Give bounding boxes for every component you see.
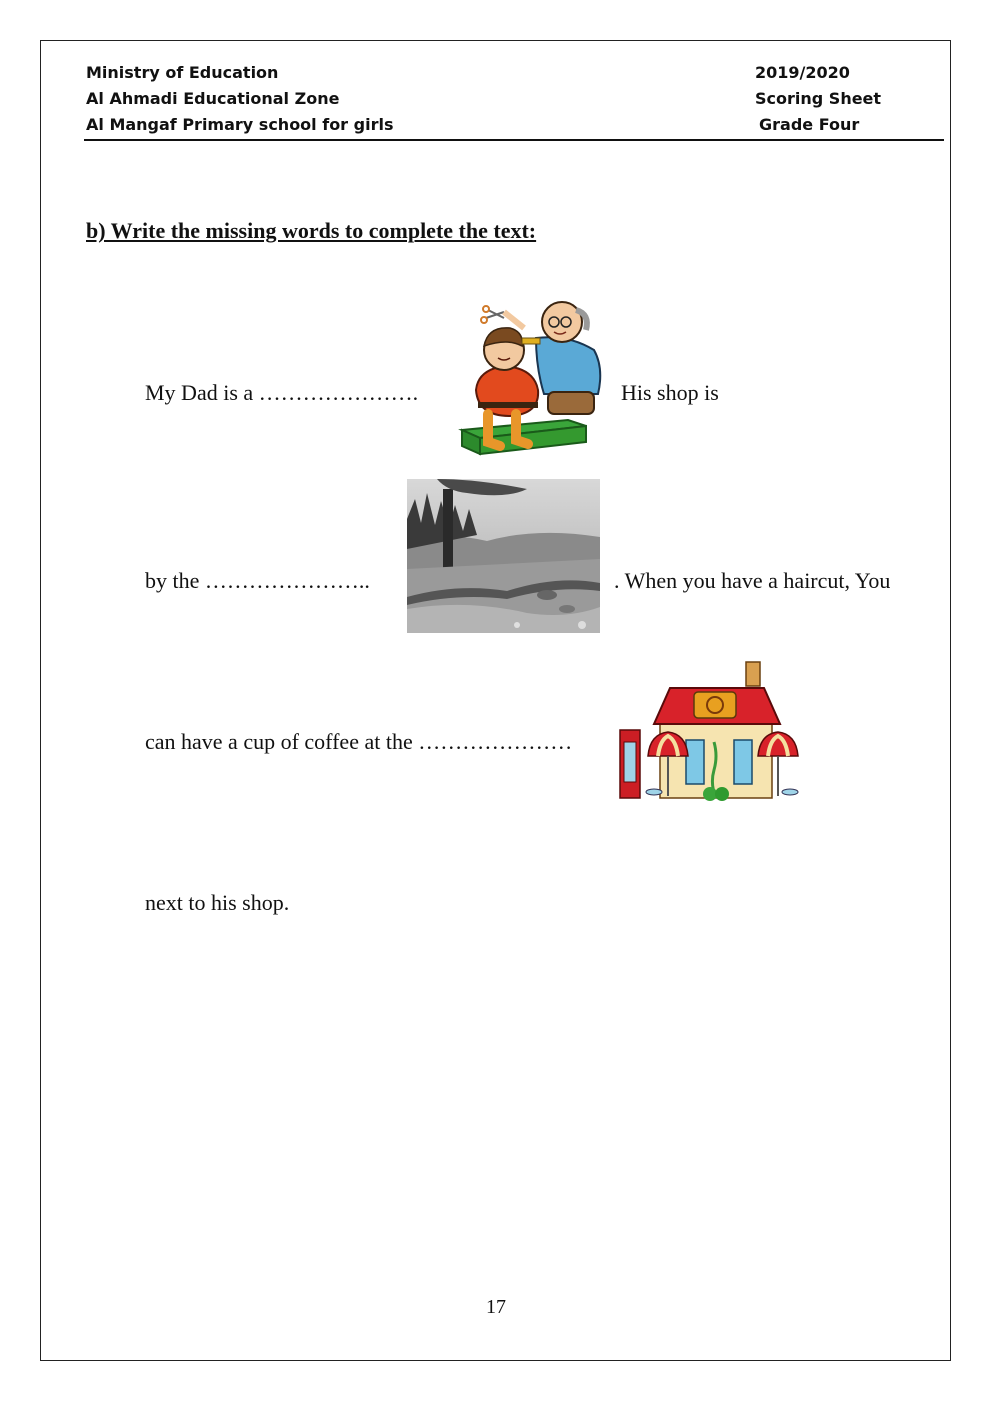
header-rule <box>84 139 944 141</box>
sentence-part-5: can have a cup of coffee at the ………………… <box>145 729 573 754</box>
sentence-part-4: . When you have a haircut, You <box>614 568 891 593</box>
sentence-part-1: My Dad is a …………………. <box>145 380 419 405</box>
header-school: Al Mangaf Primary school for girls <box>86 115 394 134</box>
header-grade: Grade Four <box>759 115 860 134</box>
header-left <box>86 60 393 138</box>
header-right <box>755 60 881 138</box>
page-number: 17 <box>486 1296 506 1318</box>
barber-illustration <box>458 298 608 460</box>
instruction-heading: b) Write the missing words to complete the text: <box>86 218 537 243</box>
river-landscape-photo <box>407 479 600 633</box>
sentence-part-3: by the ………………….. <box>145 568 370 593</box>
cafe-building-illustration <box>614 660 810 808</box>
header-sheet-type: Scoring Sheet <box>755 89 882 108</box>
header-ministry: Ministry of Education <box>86 63 279 82</box>
sentence-part-6: next to his shop. <box>145 890 290 915</box>
header-zone: Al Ahmadi Educational Zone <box>86 89 340 108</box>
sentence-part-2: His shop is <box>621 380 719 405</box>
header-year: 2019/2020 <box>755 63 850 82</box>
